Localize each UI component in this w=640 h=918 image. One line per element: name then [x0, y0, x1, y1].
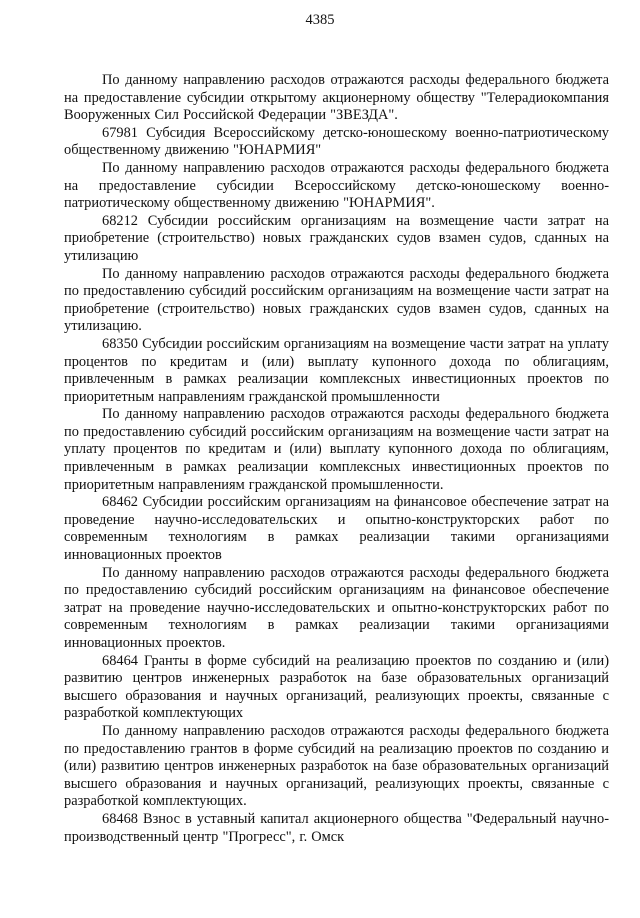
paragraph-68464-description: По данному направлению расходов отражаются расходы федерального бюджета по предоставлению грантов в форме субсидий на реализацию проектов по созданию и (или) развитию центров инженерных разработок на базе образовательных организаций высшего образования и научных организаций, реализующих проекты, связанные с разработкой комплектующих.: [64, 722, 609, 810]
paragraph-68462-description: По данному направлению расходов отражаются расходы федерального бюджета по предоставлению субсидий российским организациям на финансовое обеспечение затрат на проведение научно-исследовательских и опытно-конструкторских работ по современным технологиям в рамках реализации такими организациями инновационных проектов.: [64, 564, 609, 651]
document-body: [64, 72, 609, 846]
paragraph-67981-heading: 67981 Субсидия Всероссийскому детско-юношескому военно-патриотическому общественному движению "ЮНАРМИЯ": [64, 124, 609, 159]
paragraph-68462-heading: 68462 Субсидии российским организациям на финансовое обеспечение затрат на проведение научно-исследовательских и опытно-конструкторских работ по современным технологиям в рамках реализации такими организациями инновационных проектов: [64, 494, 609, 564]
paragraph-68212-heading: 68212 Субсидии российским организациям на возмещение части затрат на приобретение (строительство) новых гражданских судов взамен судов, сданных на утилизацию: [64, 212, 609, 264]
paragraph-67981-description: По данному направлению расходов отражаются расходы федерального бюджета на предоставление субсидии Всероссийскому детско-юношескому военно-патриотическому общественному движению "ЮНАРМИЯ".: [64, 159, 609, 212]
page-number: 4385: [305, 12, 335, 28]
paragraph-zvezda-expense-description: По данному направлению расходов отражаются расходы федерального бюджета на предоставление субсидии открытому акционерному обществу "Телерадиокомпания Вооруженных Сил Российской Федерации "ЗВЕЗДА".: [64, 72, 609, 124]
paragraph-68350-description: По данному направлению расходов отражаются расходы федерального бюджета по предоставлению субсидий российским организациям на возмещение части затрат на уплату процентов по кредитам и (или) выплату купонного дохода по облигациям, привлеченным в рамках реализации комплексных инвестиционных проектов по приоритетным направлениям гражданской промышленности.: [64, 406, 609, 493]
paragraph-68350-heading: 68350 Субсидии российским организациям на возмещение части затрат на уплату процентов по кредитам и (или) выплату купонного дохода по облигациям, привлеченным в рамках реализации комплексных инвестиционных проектов по приоритетным направлениям гражданской промышленности: [64, 335, 609, 405]
paragraph-68464-heading: 68464 Гранты в форме субсидий на реализацию проектов по созданию и (или) развитию центров инженерных разработок на базе образовательных организаций высшего образования и научных организаций, реализующих проекты, связанные с разработкой комплектующих: [64, 652, 609, 722]
paragraph-68212-description: По данному направлению расходов отражаются расходы федерального бюджета по предоставлению субсидий российским организациям на возмещение части затрат на приобретение (строительство) новых гражданских судов взамен судов, сданных на утилизацию.: [64, 265, 609, 335]
paragraph-68468-heading: 68468 Взнос в уставный капитал акционерного общества "Федеральный научно-производственный центр "Прогресс", г. Омск: [64, 810, 609, 845]
